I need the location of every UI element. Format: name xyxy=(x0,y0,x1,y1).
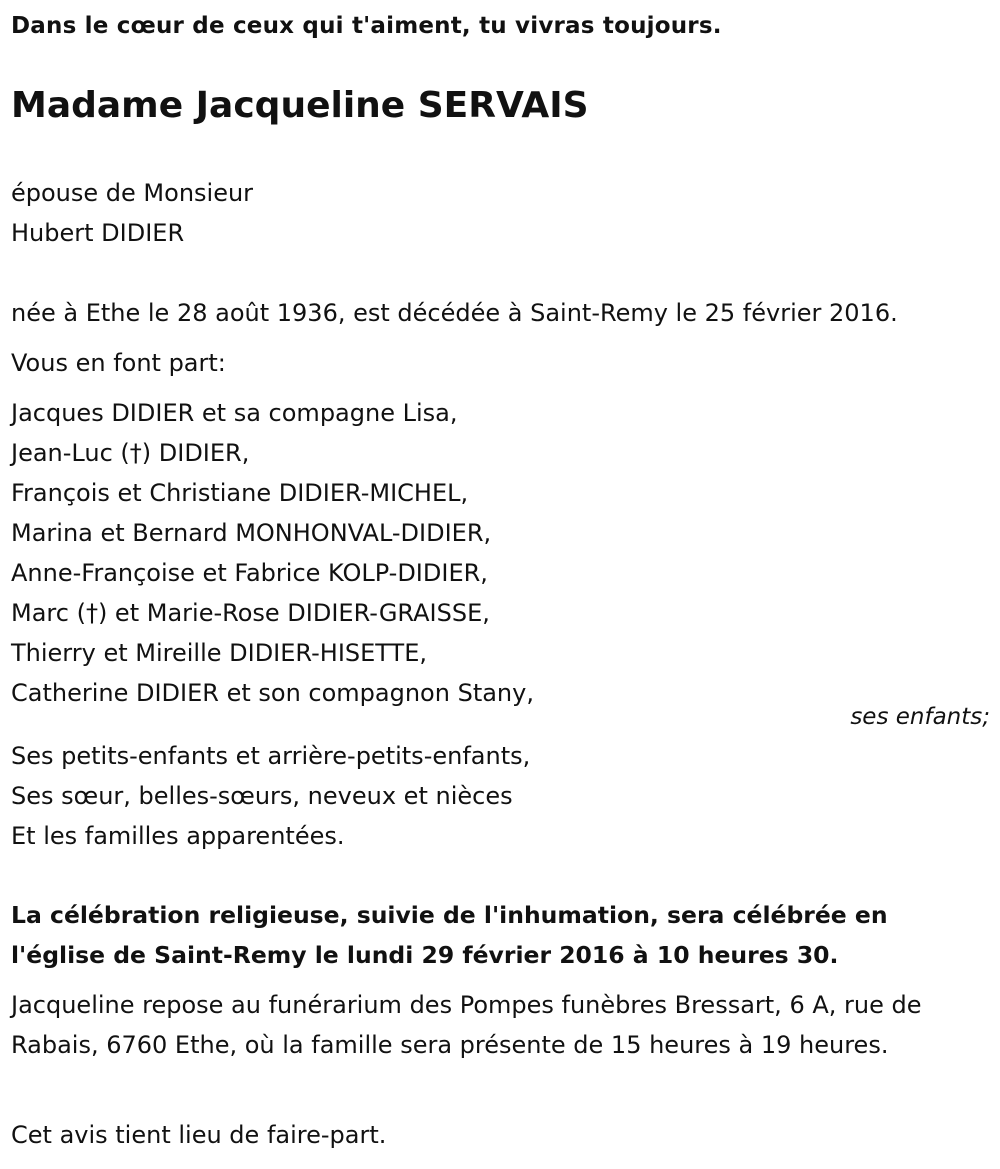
announcement-intro: Vous en font part: xyxy=(11,349,226,377)
birth-death-line: née à Ethe le 28 août 1936, est décédée à Saint-Remy le 25 février 2016. xyxy=(11,299,898,327)
relatives-entry: Ses sœur, belles-sœurs, neveux et nièces xyxy=(11,782,513,810)
ceremony-announcement xyxy=(11,895,888,975)
relatives-entry: Ses petits-enfants et arrière-petits-enfants, xyxy=(11,742,531,770)
funeral-home-info: Jacqueline repose au funérarium des Pompes funèbres Bressart, 6 A, rue de Rabais, 6760 Ethe, où la famille sera présente de 15 heures à 19 heures. xyxy=(11,991,922,1059)
child-entry: Catherine DIDIER et son compagnon Stany, xyxy=(11,679,534,707)
epigraph: Dans le cœur de ceux qui t'aiment, tu vivras toujours. xyxy=(11,13,722,39)
ceremony-line: La célébration religieuse, suivie de l'inhumation, sera célébrée en xyxy=(11,901,888,929)
spouse-block xyxy=(11,173,253,253)
deceased-name: Madame Jacqueline SERVAIS xyxy=(11,85,589,126)
child-entry: François et Christiane DIDIER-MICHEL, xyxy=(11,479,469,507)
other-relatives-list xyxy=(11,736,530,856)
child-entry: Jean-Luc (†) DIDIER, xyxy=(11,439,250,467)
relatives-entry: Et les familles apparentées. xyxy=(11,822,345,850)
children-relation-label: ses enfants; xyxy=(850,704,990,730)
child-entry: Jacques DIDIER et sa compagne Lisa, xyxy=(11,399,458,427)
child-entry: Marc (†) et Marie-Rose DIDIER-GRAISSE, xyxy=(11,599,490,627)
spouse-name: Hubert DIDIER xyxy=(11,219,185,247)
child-entry: Thierry et Mireille DIDIER-HISETTE, xyxy=(11,639,427,667)
child-entry: Anne-Françoise et Fabrice KOLP-DIDIER, xyxy=(11,559,488,587)
ceremony-line: l'église de Saint-Remy le lundi 29 février 2016 à 10 heures 30. xyxy=(11,941,839,969)
spouse-line: épouse de Monsieur xyxy=(11,179,254,207)
children-list xyxy=(11,393,534,713)
closing-note: Cet avis tient lieu de faire-part. xyxy=(11,1121,387,1149)
child-entry: Marina et Bernard MONHONVAL-DIDIER, xyxy=(11,519,492,547)
